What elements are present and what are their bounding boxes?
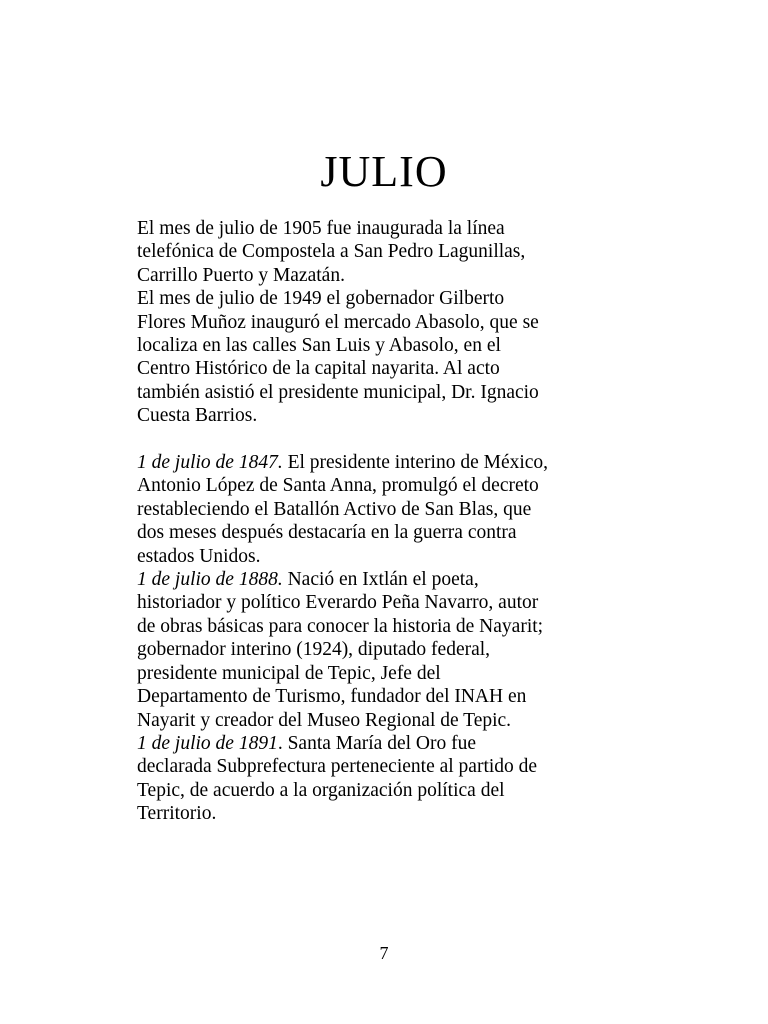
line-text: Nació en Ixtlán el poeta, (282, 569, 479, 591)
line-text: El mes de julio de 1905 fue inaugurada la línea (137, 218, 505, 239)
text-line (137, 568, 631, 591)
line-text: localiza en las calles San Luis y Abasolo, en el (137, 335, 501, 357)
text-line (137, 802, 631, 825)
line-text: restableciendo el Batallón Activo de San Blas, que (137, 498, 532, 520)
line-text: declarada Subprefectura perteneciente al partido de (137, 756, 538, 778)
date-label: 1 de julio de 1847. (137, 452, 283, 474)
paragraph (137, 732, 631, 826)
line-text: Tepic, de acuerdo a la organización política del (137, 779, 505, 801)
line-text: telefónica de Compostela a San Pedro Lagunillas, (137, 241, 526, 263)
text-line (137, 732, 631, 755)
text-line (137, 521, 631, 544)
line-text: Departamento de Turismo, fundador del INAH en (137, 686, 527, 708)
line-text: gobernador interino (1924), diputado federal, (137, 639, 491, 661)
line-text: Nayarit y creador del Museo Regional de Tepic. (137, 709, 512, 731)
text-line (137, 545, 631, 568)
text-line (137, 451, 631, 474)
line-text: El mes de julio de 1949 el gobernador Gilberto (137, 288, 505, 310)
text-line (137, 217, 631, 240)
line-text: de obras básicas para conocer la historia de Nayarit; (137, 615, 544, 637)
text-line (137, 474, 631, 497)
paragraph (137, 451, 631, 568)
line-text: Territorio. (137, 803, 217, 825)
line-text: El presidente interino de México, (282, 452, 549, 474)
line-text: estados Unidos. (137, 545, 261, 567)
line-text: . Santa María del Oro fue (277, 732, 477, 754)
text-line (137, 591, 631, 614)
text-line (137, 357, 631, 380)
line-text: Centro Histórico de la capital nayarita. Al acto (137, 358, 500, 380)
line-text: Antonio López de Santa Anna, promulgó el decreto (137, 475, 539, 497)
text-line (137, 334, 631, 357)
text-line (137, 498, 631, 521)
line-text: Flores Muñoz inauguró el mercado Abasolo, que se (137, 311, 539, 333)
text-line (137, 311, 631, 334)
text-line (137, 381, 631, 404)
text-line (137, 404, 631, 427)
text-line (137, 615, 631, 638)
page-title: JULIO (320, 147, 448, 196)
text-line (137, 685, 631, 708)
text-line (137, 240, 631, 263)
text-line (137, 779, 631, 802)
date-label: 1 de julio de 1891 (137, 732, 278, 754)
line-text: historiador y político Everardo Peña Navarro, autor (137, 592, 539, 614)
line-text: Carrillo Puerto y Mazatán. (137, 264, 345, 286)
paragraph (137, 217, 631, 287)
line-text: también asistió el presidente municipal, Dr. Ignacio (137, 381, 539, 403)
line-text: dos meses después destacaría en la guerra contra (137, 522, 517, 544)
paragraph-gap (137, 428, 631, 451)
text-line (137, 709, 631, 732)
paragraph (137, 568, 631, 732)
date-label: 1 de julio de 1888. (137, 569, 283, 591)
text-line (137, 638, 631, 661)
line-text: presidente municipal de Tepic, Jefe del (137, 662, 441, 684)
text-line (137, 264, 631, 287)
body-text (137, 217, 631, 826)
text-line (137, 662, 631, 685)
paragraph (137, 287, 631, 427)
text-line (137, 287, 631, 310)
page-number: 7 (379, 943, 389, 963)
text-line (137, 755, 631, 778)
line-text: Cuesta Barrios. (137, 405, 258, 427)
